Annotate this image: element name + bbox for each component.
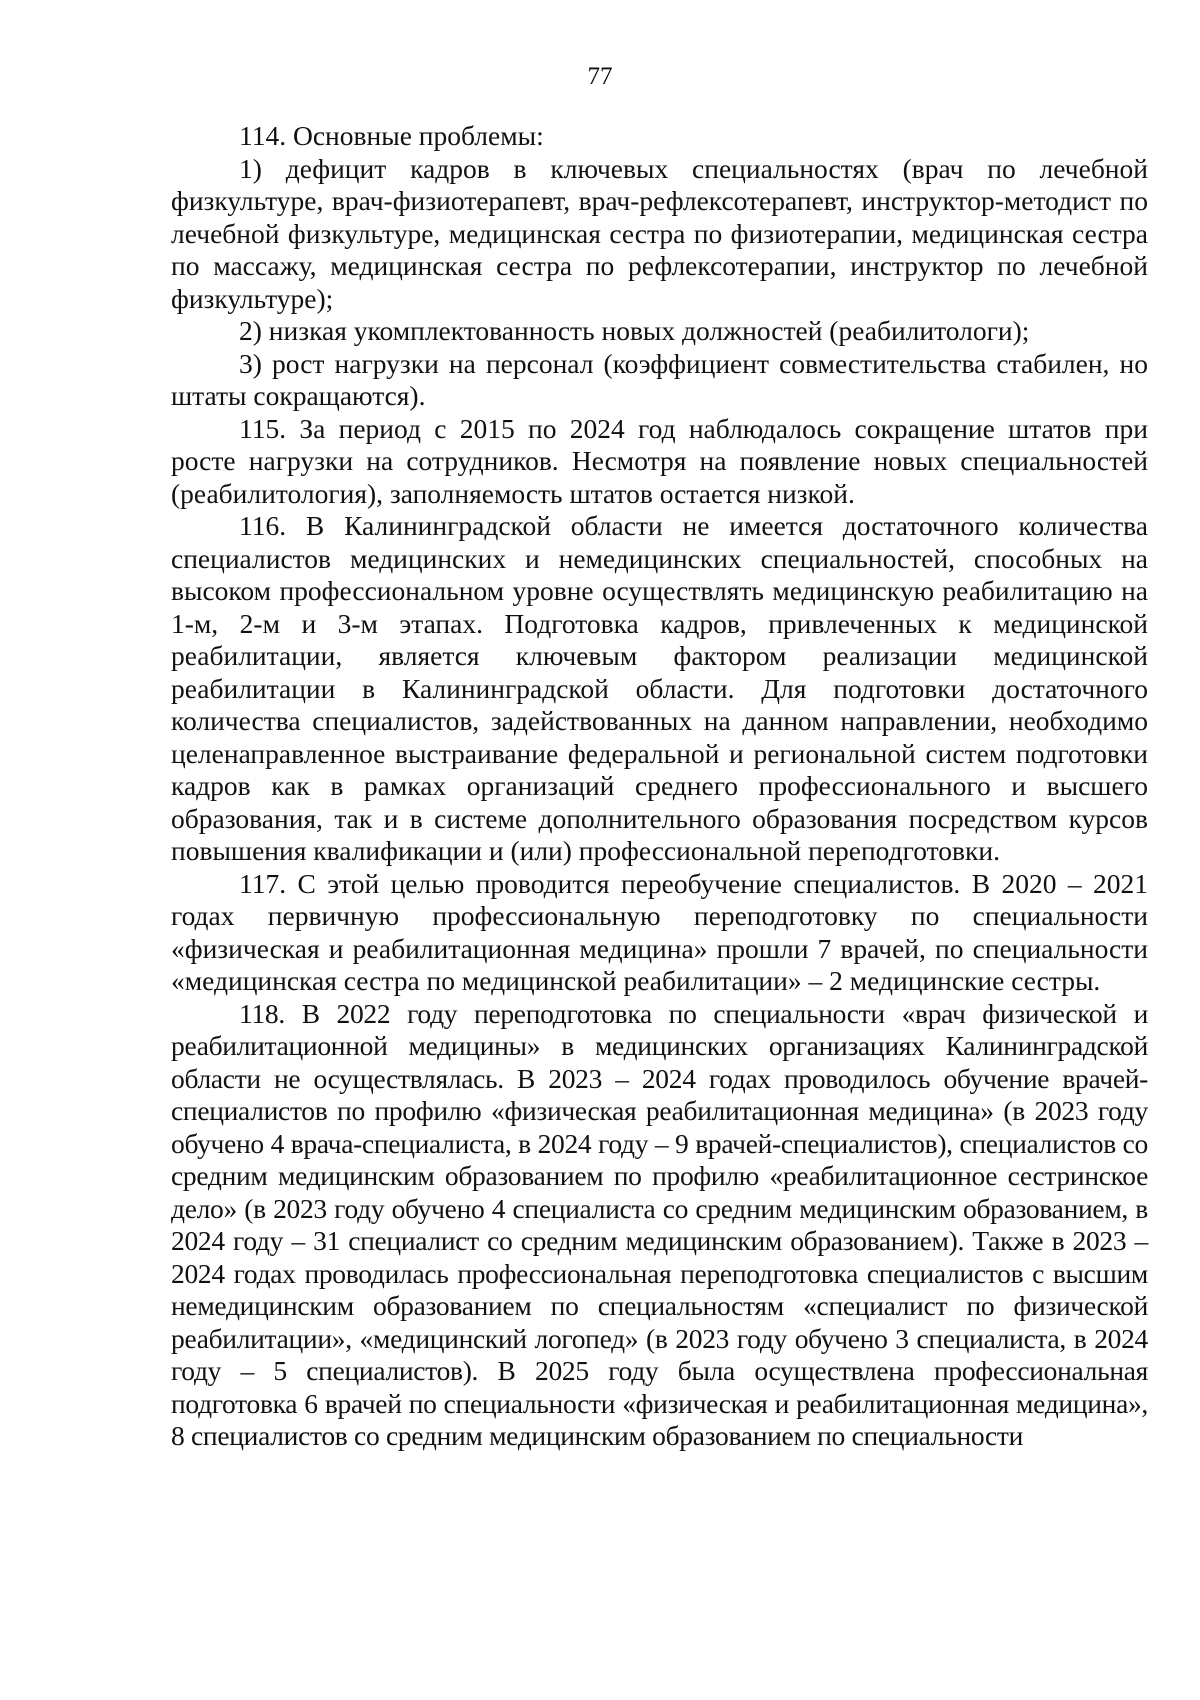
page-number: 77: [587, 63, 613, 90]
paragraph-117: 117. С этой целью проводится переобучение специалистов. В 2020 – 2021 годах первичную профессиональную переподготовку по специальности «физическая и реабилитационная медицина» прошли 7 врачей, по специальности «медицинская сестра по медицинской реабилитации» – 2 медицинские сестры.: [171, 867, 1148, 996]
paragraph-116: 116. В Калининградской области не имеется достаточного количества специалистов медицинских и немедицинских специальностей, способных на высоком профессиональном уровне осуществлять медицинскую реабилитацию на 1-м, 2-м и 3-м этапах. Подготовка кадров, привлеченных к медицинской реабилитации, является ключевым фактором реализации медицинской реабилитации в Калининградской области. Для подготовки достаточного количества специалистов, задействованных на данном направлении, необходимо целенаправленное выстраивание федеральной и региональной систем подготовки кадров как в рамках организаций среднего профессионального и высшего образования, так и в системе дополнительного образования посредством курсов повышения квалификации и (или) профессиональной переподготовки.: [171, 510, 1148, 866]
document-body: [171, 120, 1148, 1453]
paragraph-118: 118. В 2022 году переподготовка по специальности «врач физической и реабилитационной медицины» в медицинских организациях Калининградской области не осуществлялась. В 2023 – 2024 годах проводилось обучение врачей-специалистов по профилю «физическая реабилитационная медицина» (в 2023 году обучено 4 врача-специалиста, в 2024 году – 9 врачей-специалистов), специалистов со средним медицинским образованием по профилю «реабилитационное сестринское дело» (в 2023 году обучено 4 специалиста со средним медицинским образованием, в 2024 году – 31 специалист со средним медицинским образованием). Также в 2023 – 2024 годах проводилась профессиональная переподготовка специалистов с высшим немедицинским образованием по специальностям «специалист по физической реабилитации», «медицинский логопед» (в 2023 году обучено 3 специалиста, в 2024 году – 5 специалистов). В 2025 году была осуществлена профессиональная подготовка 6 врачей по специальности «физическая и реабилитационная медицина», 8 специалистов со средним медицинским образованием по специальности: [171, 997, 1148, 1451]
paragraph-114-heading: 114. Основные проблемы:: [239, 120, 544, 151]
paragraph-114-item-1: 1) дефицит кадров в ключевых специальностях (врач по лечебной физкультуре, врач-физиотерапевт, врач-рефлексотерапевт, инструктор-методист по лечебной физкультуре, медицинская сестра по физиотерапии, медицинская сестра по массажу, медицинская сестра по рефлексотерапии, инструктор по лечебной физкультуре);: [171, 152, 1148, 314]
paragraph-114-item-3: 3) рост нагрузки на персонал (коэффициент совместительства стабилен, но штаты сокращаются).: [171, 347, 1148, 411]
paragraph-115: 115. За период с 2015 по 2024 год наблюдалось сокращение штатов при росте нагрузки на сотрудников. Несмотря на появление новых специальностей (реабилитология), заполняемость штатов остается низкой.: [171, 412, 1148, 509]
paragraph-114-item-2: 2) низкая укомплектованность новых должностей (реабилитологи);: [239, 315, 1030, 346]
